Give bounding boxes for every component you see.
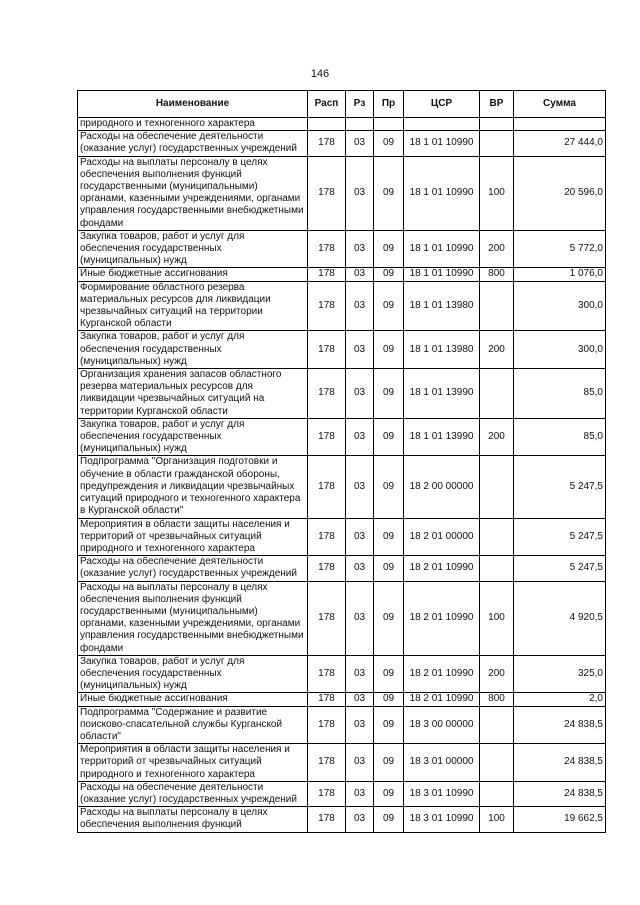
table-row [78, 581, 606, 655]
table-row [78, 118, 606, 131]
cell-name: Подпрограмма "Содержание и развитие поисково-спасательной службы Курганской области" [78, 706, 308, 744]
cell-rz: 03 [346, 230, 374, 268]
cell-name: Закупка товаров, работ и услуг для обеспечения государственных (муниципальных) нужд [78, 230, 308, 268]
header-vr: ВР [480, 91, 514, 118]
cell-sum: 20 596,0 [514, 156, 606, 230]
cell-vr [480, 281, 514, 331]
cell-rz: 03 [346, 156, 374, 230]
cell-rz: 03 [346, 268, 374, 281]
cell-rz [346, 118, 374, 131]
cell-vr [480, 706, 514, 744]
cell-pr: 09 [374, 807, 404, 832]
cell-vr [480, 556, 514, 581]
cell-sum: 19 662,5 [514, 807, 606, 832]
cell-name: Подпрограмма "Организация подготовки и обучение в области гражданской обороны, предупреждения и ликвидации чрезвычайных ситуаций природного и техногенного характера в Курганской области" [78, 456, 308, 518]
cell-sum: 2,0 [514, 693, 606, 706]
table-row [78, 693, 606, 706]
cell-sum: 24 838,5 [514, 706, 606, 744]
cell-csr: 18 1 01 13980 [404, 281, 480, 331]
cell-vr [480, 118, 514, 131]
table-row [78, 418, 606, 456]
table-row [78, 131, 606, 156]
cell-sum: 4 920,5 [514, 581, 606, 655]
cell-name: Расходы на обеспечение деятельности (оказание услуг) государственных учреждений [78, 131, 308, 156]
cell-pr: 09 [374, 268, 404, 281]
cell-rz: 03 [346, 581, 374, 655]
cell-pr: 09 [374, 556, 404, 581]
cell-csr: 18 2 00 00000 [404, 456, 480, 518]
table-row [78, 331, 606, 369]
cell-vr [480, 744, 514, 782]
cell-csr: 18 3 01 10990 [404, 807, 480, 832]
cell-rz: 03 [346, 781, 374, 806]
cell-rasp: 178 [308, 268, 346, 281]
cell-pr: 09 [374, 131, 404, 156]
cell-rasp [308, 118, 346, 131]
header-sum: Сумма [514, 91, 606, 118]
header-name: Наименование [78, 91, 308, 118]
cell-rasp: 178 [308, 369, 346, 419]
cell-sum: 5 772,0 [514, 230, 606, 268]
cell-pr: 09 [374, 281, 404, 331]
cell-name: Иные бюджетные ассигнования [78, 268, 308, 281]
cell-pr: 09 [374, 369, 404, 419]
cell-sum: 1 076,0 [514, 268, 606, 281]
cell-pr: 09 [374, 581, 404, 655]
cell-rasp: 178 [308, 281, 346, 331]
cell-name: Организация хранения запасов областного резерва материальных ресурсов для ликвидации чрезвычайных ситуаций на территории Курганской области [78, 369, 308, 419]
cell-rz: 03 [346, 655, 374, 693]
cell-sum: 5 247,5 [514, 518, 606, 556]
cell-csr: 18 2 01 10990 [404, 581, 480, 655]
cell-sum: 300,0 [514, 281, 606, 331]
cell-rasp: 178 [308, 131, 346, 156]
cell-csr: 18 1 01 10990 [404, 268, 480, 281]
table-row [78, 655, 606, 693]
cell-csr: 18 3 01 00000 [404, 744, 480, 782]
cell-vr: 800 [480, 268, 514, 281]
cell-rz: 03 [346, 518, 374, 556]
cell-rasp: 178 [308, 331, 346, 369]
header-rasp: Расп [308, 91, 346, 118]
cell-rasp: 178 [308, 807, 346, 832]
cell-rz: 03 [346, 693, 374, 706]
cell-rasp: 178 [308, 456, 346, 518]
cell-sum: 27 444,0 [514, 131, 606, 156]
cell-rasp: 178 [308, 706, 346, 744]
cell-csr: 18 1 01 13980 [404, 331, 480, 369]
cell-vr: 100 [480, 581, 514, 655]
cell-pr: 09 [374, 655, 404, 693]
cell-pr: 09 [374, 744, 404, 782]
cell-vr: 200 [480, 418, 514, 456]
cell-name: Закупка товаров, работ и услуг для обеспечения государственных (муниципальных) нужд [78, 655, 308, 693]
budget-table [77, 90, 606, 833]
cell-csr: 18 2 01 00000 [404, 518, 480, 556]
table-row [78, 744, 606, 782]
cell-rz: 03 [346, 281, 374, 331]
table-row [78, 518, 606, 556]
cell-sum: 24 838,5 [514, 781, 606, 806]
cell-name: Расходы на обеспечение деятельности (оказание услуг) государственных учреждений [78, 781, 308, 806]
cell-sum: 85,0 [514, 418, 606, 456]
cell-rz: 03 [346, 456, 374, 518]
cell-rz: 03 [346, 807, 374, 832]
cell-pr: 09 [374, 518, 404, 556]
cell-vr [480, 369, 514, 419]
cell-csr: 18 1 01 13990 [404, 418, 480, 456]
table-row [78, 230, 606, 268]
cell-name: Расходы на выплаты персоналу в целях обеспечения выполнения функций государственными (муниципальными) органами, казенными учреждениями, органами управления государственными внебюджетными фондами [78, 581, 308, 655]
cell-csr: 18 1 01 10990 [404, 230, 480, 268]
page-number: 146 [310, 68, 330, 80]
cell-rz: 03 [346, 131, 374, 156]
table-header-row [78, 91, 606, 118]
cell-rz: 03 [346, 369, 374, 419]
cell-name: Закупка товаров, работ и услуг для обеспечения государственных (муниципальных) нужд [78, 418, 308, 456]
cell-vr: 800 [480, 693, 514, 706]
cell-vr: 200 [480, 230, 514, 268]
table-row [78, 281, 606, 331]
cell-vr [480, 781, 514, 806]
cell-vr: 200 [480, 331, 514, 369]
cell-name: Закупка товаров, работ и услуг для обеспечения государственных (муниципальных) нужд [78, 331, 308, 369]
cell-csr: 18 1 01 10990 [404, 131, 480, 156]
table-row [78, 268, 606, 281]
cell-name: Расходы на выплаты персоналу в целях обеспечения выполнения функций [78, 807, 308, 832]
cell-vr [480, 518, 514, 556]
cell-csr: 18 2 01 10990 [404, 693, 480, 706]
cell-name: Расходы на выплаты персоналу в целях обеспечения выполнения функций государственными (муниципальными) органами, казенными учреждениями, органами управления государственными внебюджетными фондами [78, 156, 308, 230]
cell-sum: 24 838,5 [514, 744, 606, 782]
cell-vr [480, 456, 514, 518]
cell-rasp: 178 [308, 556, 346, 581]
cell-vr: 100 [480, 807, 514, 832]
cell-rz: 03 [346, 331, 374, 369]
cell-vr [480, 131, 514, 156]
cell-csr: 18 3 01 10990 [404, 781, 480, 806]
cell-name: Мероприятия в области защиты населения и территорий от чрезвычайных ситуаций природного и техногенного характера [78, 518, 308, 556]
header-csr: ЦСР [404, 91, 480, 118]
cell-sum: 5 247,5 [514, 456, 606, 518]
cell-name: Формирование областного резерва материальных ресурсов для ликвидации чрезвычайных ситуаций на территории Курганской области [78, 281, 308, 331]
cell-pr: 09 [374, 781, 404, 806]
cell-pr: 09 [374, 418, 404, 456]
cell-vr: 200 [480, 655, 514, 693]
cell-name: Расходы на обеспечение деятельности (оказание услуг) государственных учреждений [78, 556, 308, 581]
cell-name: Мероприятия в области защиты населения и территорий от чрезвычайных ситуаций природного и техногенного характера [78, 744, 308, 782]
cell-rz: 03 [346, 744, 374, 782]
cell-sum: 300,0 [514, 331, 606, 369]
cell-rz: 03 [346, 418, 374, 456]
cell-rasp: 178 [308, 744, 346, 782]
table-row [78, 156, 606, 230]
table-row [78, 556, 606, 581]
cell-rasp: 178 [308, 581, 346, 655]
cell-csr: 18 1 01 13990 [404, 369, 480, 419]
cell-pr: 09 [374, 693, 404, 706]
table-row [78, 369, 606, 419]
cell-rz: 03 [346, 706, 374, 744]
cell-csr: 18 3 00 00000 [404, 706, 480, 744]
cell-name: природного и техногенного характера [78, 118, 308, 131]
cell-rz: 03 [346, 556, 374, 581]
cell-rasp: 178 [308, 655, 346, 693]
table-row [78, 781, 606, 806]
cell-sum: 5 247,5 [514, 556, 606, 581]
cell-pr: 09 [374, 706, 404, 744]
cell-pr: 09 [374, 230, 404, 268]
cell-pr: 09 [374, 331, 404, 369]
cell-sum: 85,0 [514, 369, 606, 419]
cell-csr: 18 1 01 10990 [404, 156, 480, 230]
cell-csr: 18 2 01 10990 [404, 556, 480, 581]
cell-rasp: 178 [308, 156, 346, 230]
cell-rasp: 178 [308, 781, 346, 806]
header-rz: Рз [346, 91, 374, 118]
cell-vr: 100 [480, 156, 514, 230]
cell-csr: 18 2 01 10990 [404, 655, 480, 693]
cell-pr: 09 [374, 156, 404, 230]
cell-sum: 325,0 [514, 655, 606, 693]
cell-rasp: 178 [308, 693, 346, 706]
cell-sum [514, 118, 606, 131]
cell-rasp: 178 [308, 518, 346, 556]
table-row [78, 456, 606, 518]
cell-rasp: 178 [308, 418, 346, 456]
header-pr: Пр [374, 91, 404, 118]
cell-pr [374, 118, 404, 131]
cell-csr [404, 118, 480, 131]
table-row [78, 706, 606, 744]
table-row [78, 807, 606, 832]
cell-pr: 09 [374, 456, 404, 518]
cell-rasp: 178 [308, 230, 346, 268]
cell-name: Иные бюджетные ассигнования [78, 693, 308, 706]
